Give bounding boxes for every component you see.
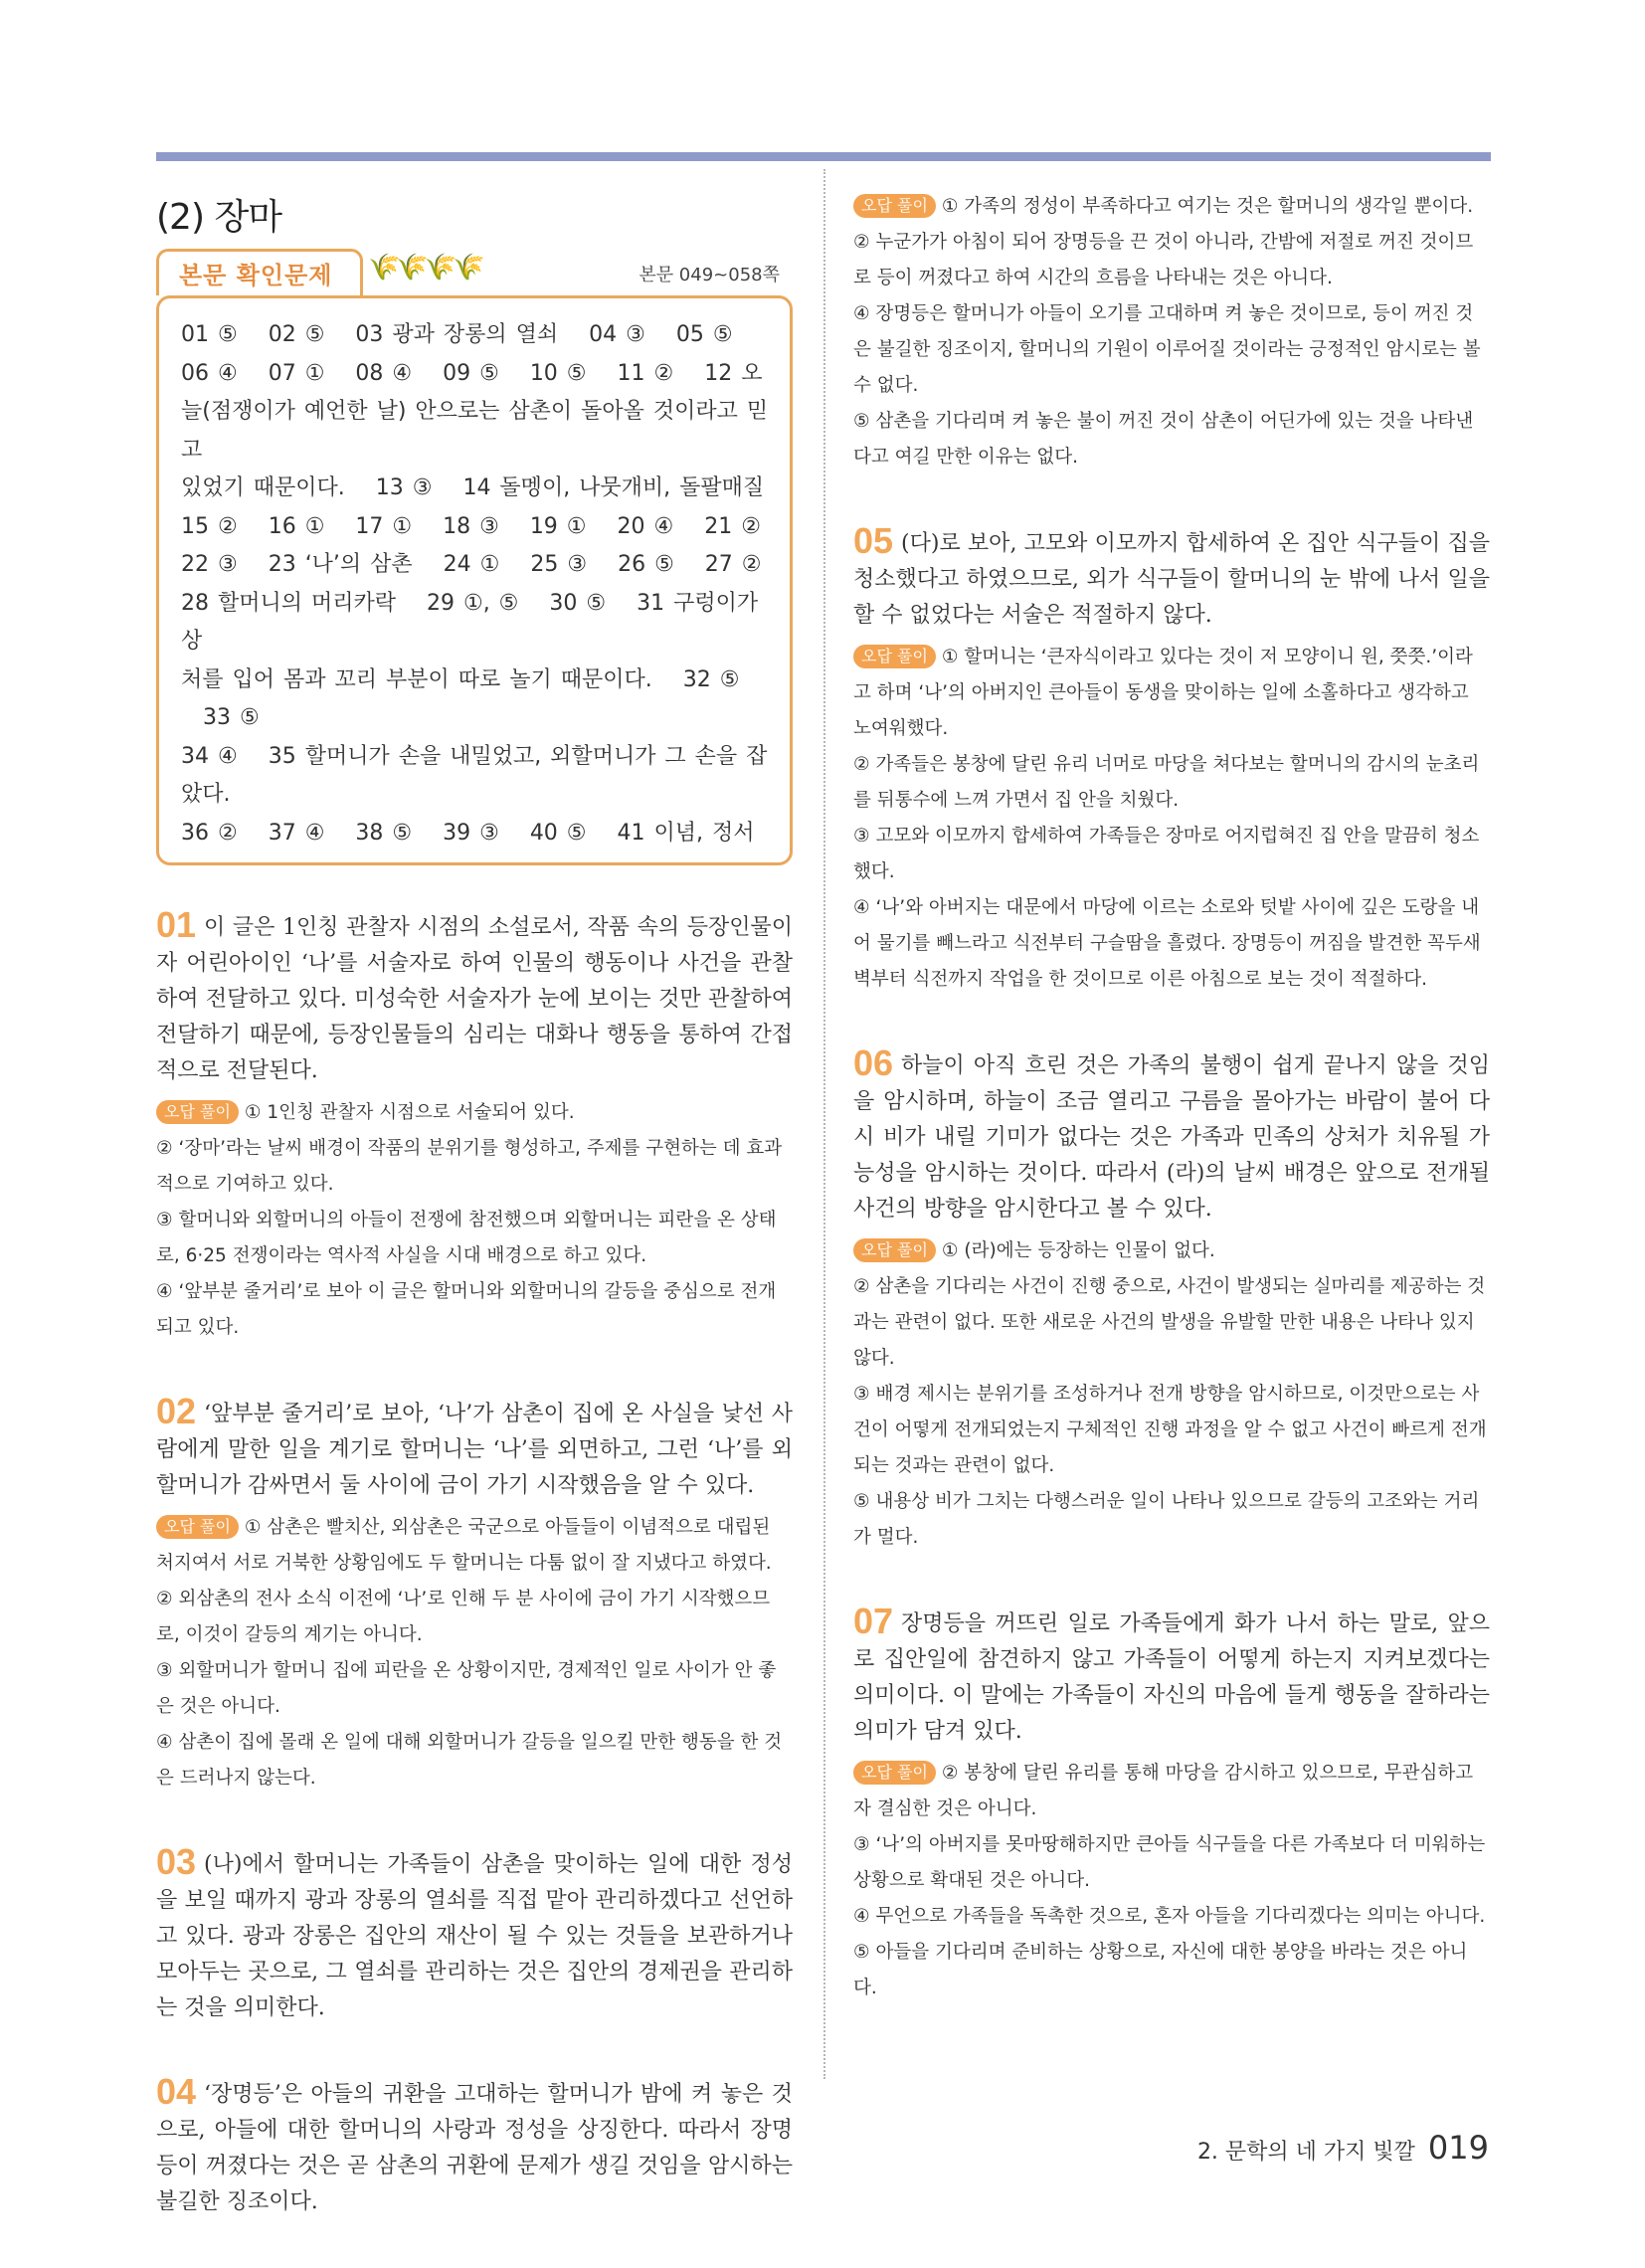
- note-line: ③ ‘나’의 아버지를 못마땅해하지만 큰아들 식구들을 다른 가족보다 더 미워하는 상황으로 확대된 것은 아니다.: [853, 1834, 1486, 1891]
- left-column: [156, 189, 793, 2268]
- page-reference: 본문 049~058쪽: [639, 265, 780, 285]
- explanation-item: [156, 1391, 793, 1796]
- note-line: ① (라)에는 등장하는 인물이 없다.: [941, 1240, 1215, 1261]
- note-line: ③ 할머니와 외할머니의 아들이 전쟁에 참전했으며 외할머니는 피란을 온 상태로, 6·25 전쟁이라는 역사적 사실을 시대 배경으로 하고 있다.: [156, 1210, 777, 1266]
- note-line: ② 삼촌을 기다리는 사건이 진행 중으로, 사건이 발생되는 실마리를 제공하는 것과는 관련이 없다. 또한 새로운 사건의 발생을 유발할 만한 내용은 나타나 있지 않다.: [853, 1276, 1486, 1369]
- note-line: ② ‘장마’라는 날씨 배경이 작품의 분위기를 형성하고, 주제를 구현하는 데 효과적으로 기여하고 있다.: [156, 1138, 783, 1195]
- section-title: (2) 장마: [156, 197, 281, 238]
- answer-list: [181, 316, 772, 852]
- question-number: 01: [156, 904, 197, 945]
- right-column: [853, 189, 1490, 2054]
- note-line: ① 가족의 정성이 부족하다고 여기는 것은 할머니의 생각일 뿐이다.: [941, 196, 1474, 217]
- answer-line: 있었기 때문이다. 13 ③ 14 돌멩이, 나뭇개비, 돌팔매질: [181, 475, 765, 500]
- note-line: ⑤ 아들을 기다리며 준비하는 상황으로, 자신에 대한 봉양을 바라는 것은 아니다.: [853, 1942, 1468, 1998]
- left-items: [156, 904, 793, 2220]
- explanation-text: 이 글은 1인칭 관찰자 시점의 소설로서, 작품 속의 등장인물이자 어린아이인 ‘나’를 서술자로 하여 인물의 행동이나 사건을 관찰하여 전달하고 있다. 미성숙한 서술자가 눈에 보이는 것만 관찰하여 전달하기 때문에, 등장인물들의 심리는 대화나 행동을 통하여 간접적으로 전달된다.: [156, 915, 793, 1083]
- question-number: 05: [853, 520, 894, 561]
- note-line: ⑤ 내용상 비가 그치는 다행스러운 일이 나타나 있으므로 갈등의 고조와는 거리가 멀다.: [853, 1491, 1480, 1548]
- page-footer: [1197, 2129, 1489, 2167]
- answer-line: 22 ③ 23 ‘나’의 삼촌 24 ① 25 ③ 26 ⑤ 27 ②: [181, 552, 762, 577]
- wrong-answer-notes: [853, 1233, 1490, 1556]
- explanation-item: [853, 520, 1490, 998]
- explanation-text: 장명등을 꺼뜨린 일로 가족들에게 화가 나서 하는 말로, 앞으로 집안일에 참견하지 않고 가족들이 어떻게 하는지 지켜보겠다는 의미이다. 이 말에는 가족들이 자신의 마음에 들게 행동을 잘하라는 의미가 담겨 있다.: [853, 1611, 1490, 1744]
- note-line: ① 1인칭 관찰자 시점으로 서술되어 있다.: [244, 1102, 575, 1123]
- answer-line: 01 ⑤ 02 ⑤ 03 광과 장롱의 열쇠 04 ③ 05 ⑤: [181, 322, 733, 347]
- wrong-answer-badge: 오답 풀이: [156, 1100, 239, 1124]
- note-line: ② 외삼촌의 전사 소식 이전에 ‘나’로 인해 두 분 사이에 금이 가기 시작했으므로, 이것이 갈등의 계기는 아니다.: [156, 1589, 771, 1645]
- wrong-answer-notes: [156, 1095, 793, 1346]
- page-number: 019: [1427, 2129, 1489, 2167]
- answer-line: 처를 입어 몸과 꼬리 부분이 따로 놀기 때문이다. 32 ⑤ 33 ⑤: [181, 666, 740, 730]
- explanation-item: [853, 1042, 1490, 1556]
- explanation-item: [853, 1601, 1490, 2006]
- wrong-answer-badge: 오답 풀이: [853, 1238, 936, 1262]
- note-line: ④ 무언으로 가족들을 독촉한 것으로, 혼자 아들을 기다리겠다는 의미는 아니다.: [853, 1906, 1486, 1927]
- wrong-answer-badge: 오답 풀이: [853, 645, 936, 668]
- explanation-item: [156, 2071, 793, 2220]
- note-line: ③ 외할머니가 할머니 집에 피란을 온 상황이지만, 경제적인 일로 사이가 안 좋은 것은 아니다.: [156, 1660, 777, 1717]
- wrong-answer-badge: 오답 풀이: [853, 194, 936, 218]
- note-line: ④ ‘앞부분 줄거리’로 보아 이 글은 할머니와 외할머니의 갈등을 중심으로 전개되고 있다.: [156, 1281, 777, 1338]
- column-divider: [823, 169, 825, 2079]
- top-rule: [156, 152, 1491, 161]
- question-number: 02: [156, 1391, 197, 1431]
- explanation-text: ‘앞부분 줄거리’로 보아, ‘나’가 삼촌이 집에 온 사실을 낯선 사람에게 말한 일을 계기로 할머니는 ‘나’를 외면하고, 그런 ‘나’를 외할머니가 감싸면서 둘 사이에 금이 가기 시작했음을 알 수 있다.: [156, 1402, 793, 1498]
- question-number: 06: [853, 1042, 894, 1083]
- wrong-answer-notes: [853, 1756, 1490, 2006]
- answer-box-title: 본문 확인: [179, 262, 285, 289]
- question-number: 04: [156, 2071, 197, 2112]
- explanation-text: ‘장명등’은 아들의 귀환을 고대하는 할머니가 밤에 켜 놓은 것으로, 아들에 대한 할머니의 사랑과 정성을 상징한다. 따라서 장명등이 꺼졌다는 것은 곧 삼촌의 귀환에 문제가 생길 것임을 암시하는 불길한 징조이다.: [156, 2082, 793, 2214]
- answer-line: 늘(점쟁이가 예언한 날) 안으로는 삼촌이 돌아올 것이라고 믿고: [181, 399, 769, 463]
- explanation-text: 하늘이 아직 흐린 것은 가족의 불행이 쉽게 끝나지 않을 것임을 암시하며, 하늘이 조금 열리고 구름을 몰아가는 바람이 불어 다시 비가 내릴 기미가 없다는 것은 가족과 민족의 상처가 치유될 가능성을 암시하는 것이다. 따라서 (라)의 날씨 배경은 앞으로 전개될 사건의 방향을 암시한다고 볼 수 있다.: [853, 1053, 1490, 1222]
- note-line: ④ 삼촌이 집에 몰래 온 일에 대해 외할머니가 갈등을 일으킬 만한 행동을 한 것은 드러나지 않는다.: [156, 1732, 783, 1789]
- answer-box-title-suffix: 문제: [284, 262, 333, 289]
- answer-line: 06 ④ 07 ① 08 ④ 09 ⑤ 10 ⑤ 11 ② 12 오: [181, 360, 763, 386]
- wrong-answer-badge: 오답 풀이: [156, 1515, 239, 1539]
- answer-box: [156, 253, 793, 865]
- wrong-answer-notes: [853, 640, 1490, 998]
- note-line: ③ 고모와 이모까지 합세하여 가족들은 장마로 어지럽혀진 집 안을 말끔히 청소했다.: [853, 826, 1480, 882]
- answer-line: 28 할머니의 머리카락 29 ①, ⑤ 30 ⑤ 31 구렁이가 상: [181, 590, 759, 654]
- explanation-text: (다)로 보아, 고모와 이모까지 합세하여 온 집안 식구들이 집을 청소했다고 하였으므로, 외가 식구들이 할머니의 눈 밖에 나서 일을 할 수 없었다는 서술은 적절하지 않다.: [853, 531, 1490, 628]
- note-line: ① 삼촌은 빨치산, 외삼촌은 국군으로 아들들이 이념적으로 대립된 처지여서 서로 거북한 상황임에도 두 할머니는 다툼 없이 잘 지냈다고 하였다.: [156, 1517, 772, 1574]
- note-line: ④ 장명등은 할머니가 아들이 오기를 고대하며 켜 놓은 것이므로, 등이 꺼진 것은 불길한 징조이지, 할머니의 기원이 이루어질 것이라는 긍정적인 암시로는 볼 수 없다.: [853, 303, 1481, 396]
- note-line: ② 봉창에 달린 유리를 통해 마당을 감시하고 있으므로, 무관심하고자 결심한 것은 아니다.: [853, 1763, 1474, 1819]
- wrong-answer-badge: 오답 풀이: [853, 1761, 936, 1785]
- explanation-text: (나)에서 할머니는 가족들이 삼촌을 맞이하는 일에 대한 정성을 보일 때까지 광과 장롱의 열쇠를 직접 맡아 관리하겠다고 선언하고 있다. 광과 장롱은 집안의 재산이 될 수 있는 것들을 보관하거나 모아두는 곳으로, 그 열쇠를 관리하는 것은 집안의 경제권을 관리하는 것을 의미한다.: [156, 1852, 793, 2020]
- wrong-answer-notes: [156, 1510, 793, 1796]
- chapter-title: 2. 문학의 네 가지 빛깔: [1196, 2140, 1415, 2165]
- note-line: ④ ‘나’와 아버지는 대문에서 마당에 이르는 소로와 텃밭 사이에 깊은 도랑을 내어 물기를 빼느라고 식전부터 구슬땀을 흘렸다. 장명등이 꺼짐을 발견한 꼭두새벽부터 식전까지 작업을 한 것이므로 이른 아침으로 보는 것이 적절하다.: [853, 897, 1481, 990]
- answer-line: 34 ④ 35 할머니가 손을 내밀었고, 외할머니가 그 손을 잡았다.: [181, 743, 768, 807]
- wrong-answer-notes: [853, 189, 1490, 475]
- explanation-item: [156, 1841, 793, 2026]
- wheat-icon: 🌾🌾🌾🌾: [368, 253, 481, 283]
- note-line: ③ 배경 제시는 분위기를 조성하거나 전개 방향을 암시하므로, 이것만으로는 사건이 어떻게 전개되었는지 구체적인 진행 과정을 알 수 없고 사건이 빠르게 전개되는 것과는 관련이 없다.: [853, 1384, 1487, 1476]
- answer-line: 15 ② 16 ① 17 ① 18 ③ 19 ① 20 ④ 21 ②: [181, 513, 761, 539]
- note-line: ① 할머니는 ‘큰자식이라고 있다는 것이 저 모양이니 원, 쯧쯧.’이라고 하며 ‘나’의 아버지인 큰아들이 동생을 맞이하는 일에 소홀하다고 생각하고 노여워했다.: [853, 647, 1473, 739]
- note-line: ⑤ 삼촌을 기다리며 켜 놓은 불이 꺼진 것이 삼촌이 어딘가에 있는 것을 나타낸다고 여길 만한 이유는 없다.: [853, 411, 1474, 468]
- note-line: ② 누군가가 아침이 되어 장명등을 끈 것이 아니라, 간밤에 저절로 꺼진 것이므로 등이 꺼졌다고 하여 시간의 흐름을 나타내는 것은 아니다.: [853, 232, 1474, 288]
- right-items: [853, 189, 1490, 2006]
- explanation-item: [156, 904, 793, 1346]
- answer-line: 36 ② 37 ④ 38 ⑤ 39 ③ 40 ⑤ 41 이념, 정서: [181, 820, 755, 846]
- question-number: 07: [853, 1601, 894, 1641]
- question-number: 03: [156, 1841, 197, 1882]
- answer-box-tab: [156, 249, 363, 295]
- note-line: ② 가족들은 봉창에 달린 유리 너머로 마당을 쳐다보는 할머니의 감시의 눈초리를 뒤통수에 느껴 가면서 집 안을 치웠다.: [853, 754, 1480, 811]
